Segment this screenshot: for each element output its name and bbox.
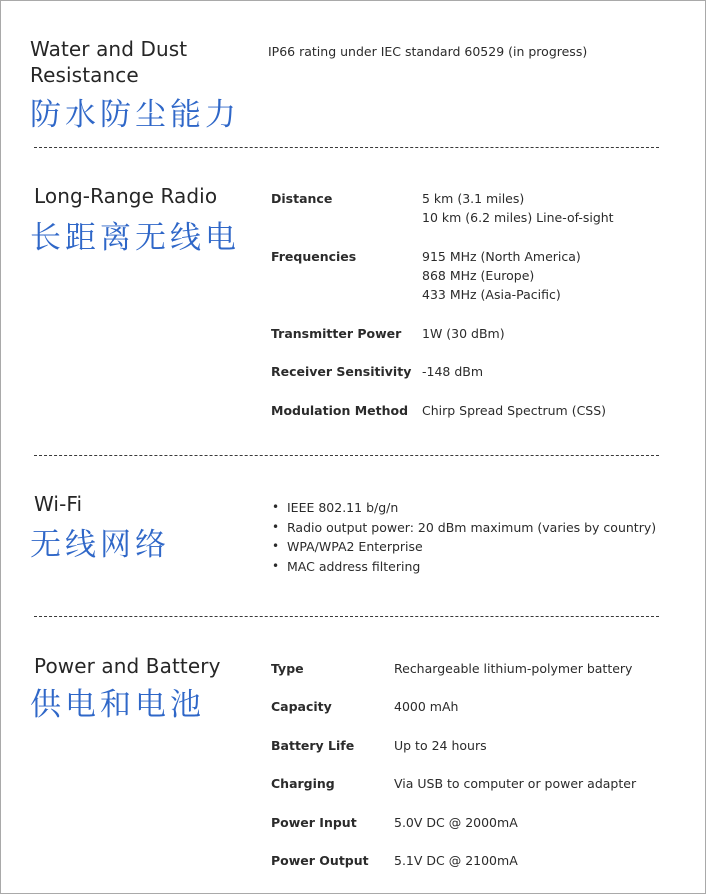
radio-spec-value: Chirp Spread Spectrum (CSS)	[422, 403, 607, 418]
water-title-line1: Water and Dust	[30, 37, 188, 61]
radio-spec-value: 915 MHz (North America)	[422, 249, 581, 264]
section-divider	[34, 616, 659, 617]
radio-spec-value: 1W (30 dBm)	[422, 326, 505, 341]
radio-spec-label: Distance	[271, 191, 333, 206]
radio-spec-value: 5 km (3.1 miles)	[422, 191, 525, 206]
water-title-zh: 防水防尘能力	[30, 97, 240, 133]
water-description: IP66 rating under IEC standard 60529 (in progress)	[268, 44, 588, 59]
power-spec-value: 5.1V DC @ 2100mA	[394, 853, 518, 868]
power-spec-value: 5.0V DC @ 2000mA	[394, 815, 518, 830]
power-spec-label: Battery Life	[271, 738, 355, 753]
power-spec-label: Charging	[271, 776, 335, 791]
radio-spec-value: 433 MHz (Asia-Pacific)	[422, 287, 561, 302]
radio-spec-label: Frequencies	[271, 249, 357, 264]
radio-spec-label: Receiver Sensitivity	[271, 364, 412, 379]
power-spec-label: Type	[271, 661, 304, 676]
water-title-line2: Resistance	[30, 63, 139, 87]
radio-spec-value: -148 dBm	[422, 364, 484, 379]
bullet-icon: •	[272, 500, 280, 514]
power-spec-value: Via USB to computer or power adapter	[394, 776, 637, 791]
list-item	[271, 518, 656, 538]
list-item-text: Radio output power: 20 dBm maximum (varies by country)	[287, 519, 657, 535]
radio-title: Long-Range Radio	[34, 184, 218, 208]
wifi-title-zh: 无线网络	[30, 527, 170, 563]
wifi-title: Wi-Fi	[34, 492, 83, 516]
bullet-icon: •	[272, 558, 280, 573]
power-title: Power and Battery	[34, 654, 221, 678]
list-item	[271, 557, 656, 577]
list-item-text: IEEE 802.11 b/g/n	[287, 500, 399, 515]
section-divider	[34, 455, 659, 456]
power-title-zh: 供电和电池	[30, 687, 205, 723]
list-item-text: MAC address filtering	[287, 558, 421, 574]
power-spec-label: Power Input	[271, 815, 357, 830]
radio-spec-label: Transmitter Power	[271, 326, 402, 341]
radio-title-zh: 长距离无线电	[30, 220, 240, 256]
radio-spec-label: Modulation Method	[271, 403, 409, 418]
power-spec-label: Capacity	[271, 699, 332, 714]
list-item	[271, 537, 656, 557]
power-spec-label: Power Output	[271, 853, 369, 868]
radio-spec-value: 868 MHz (Europe)	[422, 268, 535, 283]
power-spec-value: Up to 24 hours	[394, 738, 487, 753]
power-spec-value: 4000 mAh	[394, 699, 459, 714]
list-item	[271, 498, 656, 518]
list-item-text: WPA/WPA2 Enterprise	[287, 539, 423, 554]
wifi-feature-list	[271, 498, 656, 576]
bullet-icon: •	[272, 539, 280, 553]
power-spec-value: Rechargeable lithium-polymer battery	[394, 661, 633, 676]
bullet-icon: •	[272, 519, 280, 534]
section-divider	[34, 147, 659, 148]
radio-spec-value: 10 km (6.2 miles) Line-of-sight	[422, 210, 614, 225]
